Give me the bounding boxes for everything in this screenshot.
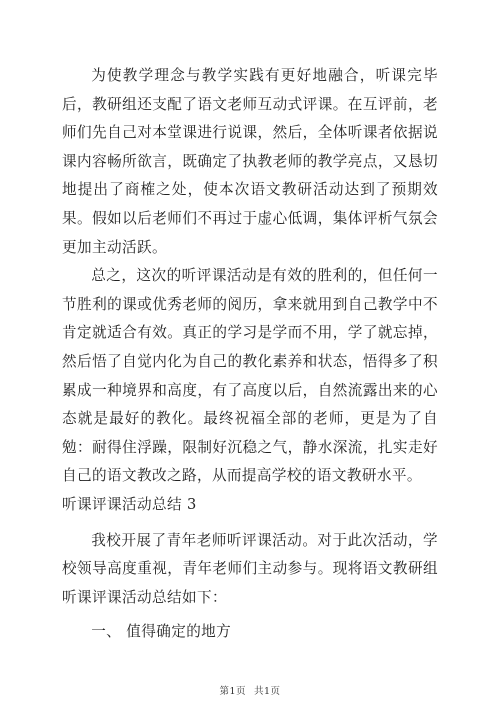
spacer — [62, 520, 438, 527]
section-title: 听课评课活动总结 3 — [62, 495, 197, 513]
page-number: 第1页 — [219, 686, 246, 697]
page-footer — [0, 683, 500, 697]
paragraph-intro: 我校开展了青年老师听评课活动。对于此次活动，学校领导高度重视，青年老师们主动参与。现将语文教研组听课评课活动总结如下： — [62, 531, 438, 606]
document-body — [62, 62, 438, 647]
page-total: 共1页 — [254, 686, 281, 697]
paragraph-evaluation: 为使教学理念与教学实践有更好地融合，听课完毕后，教研组还支配了语文老师互动式评课。在互评前，老师们先自己对本堂课进行说课，然后，全体听课者依据说课内容畅所欲言，既确定了执教老师的教学亮点，又恳切地提出了商榷之处，使本次语文教研活动达到了预期效果。假如以后老师们不再过于虚心低调，集体评析气氛会更加主动活跃。 — [62, 67, 438, 256]
subheading: 一、 值得确定的地方 — [91, 623, 232, 641]
paragraph-conclusion: 总之，这次的听评课活动是有效的胜利的，但任何一节胜利的课或优秀老师的阅历，拿来就用到自己教学中不肯定就适合有效。真正的学习是学而不用，学了就忘掉，然后悟了自觉内化为自己的教化素养和状态，悟得多了积累成一种境界和高度，有了高度以后，自然流露出来的心态就是最好的教化。最终祝福全部的老师，更是为了自勉：耐得住浮躁，限制好沉稳之气，静水深流，扎实走好自己的语文教改之路，从而提高学校的语文教研水平。 — [62, 267, 438, 485]
